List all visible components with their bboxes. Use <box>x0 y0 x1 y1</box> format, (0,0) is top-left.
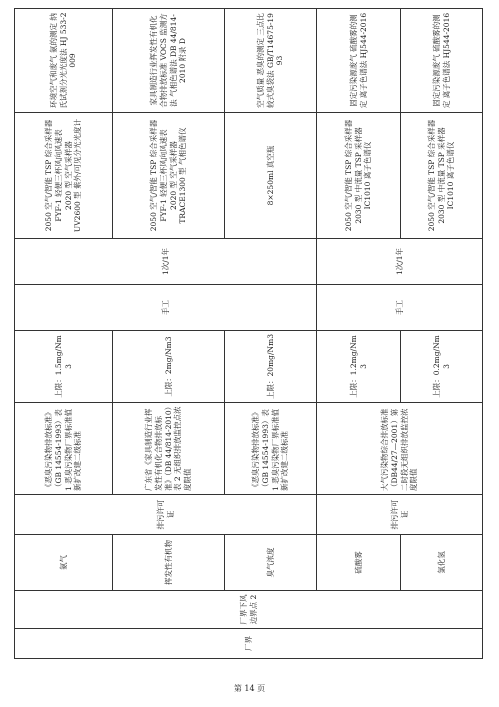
instrument-line: TRACE1300 型 气相色谱仪 <box>178 127 188 224</box>
instrument-line: 2050 空气/智能 TSP 综合采样器 <box>44 119 53 232</box>
standard-cell: 《恶臭污染物排放标准》（GB 14554-1993）表 1 恶臭污染物厂界标准值新扩改建二级标准 <box>15 403 113 495</box>
limit-cell: 上限：1.2mg/Nm3 <box>317 331 401 403</box>
mode-cell: 手工 <box>15 285 317 331</box>
standard-cell: 《恶臭污染物排放标准》（GB 14554-1993）表 1 恶臭污染物厂界标准值新扩改建二级标准 <box>225 403 317 495</box>
instrument-cell: 8×250ml 真空瓶 <box>225 113 317 239</box>
method-cell: 环境空气和废气 氨的测定 纳氏试剂分光光度法 HJ 533-2009 <box>15 9 113 113</box>
point-cell: 厂界下风边界点 2 <box>15 591 483 629</box>
permit-cell: 排污许可证 <box>15 495 317 535</box>
method-cell: 家具制造行业挥发性有机化合物排放标准 VOCS 监测方法 气相色谱法 DB 44/814-2010 附录 D <box>113 9 225 113</box>
instrument-line: 2050 空气/智能 TSP 综合采样器 <box>343 119 353 232</box>
instrument-line: 2030 型 中流量 TSP 采样器 <box>436 127 446 224</box>
page-number: 第 14 页 <box>233 684 266 693</box>
pollutant-cell: 氯化氢 <box>401 535 483 591</box>
permit-cell: 排污许可证 <box>317 495 483 535</box>
method-cell: 空气质量 恶臭的测定 三点比较式臭袋法 GB/T14675-1993 <box>225 9 317 113</box>
instrument-cell <box>317 113 401 239</box>
site-cell: 厂界 <box>15 629 483 659</box>
limit-cell: 上限：0.2mg/Nm3 <box>401 331 483 403</box>
instrument-line: IC1010 离子色谱仪 <box>363 141 373 210</box>
instrument-cell <box>401 113 483 239</box>
instrument-line: 2020 型 空气采样器 <box>168 141 178 210</box>
method-cell: 固定污染源废气 硫酸雾的测定 离子色谱法 HJ544-2016 <box>401 9 483 113</box>
pollutant-cell: 硫酸雾 <box>317 535 401 591</box>
instrument-line: 2050 空气/智能 TSP 综合采样器 <box>426 119 436 232</box>
standard-cell: 大气污染物综合排放标准（DB44/27—2001）第二时段无组织排放监控浓度限值 <box>317 403 483 495</box>
limit-cell: 上限：1.5mg/Nm3 <box>15 331 113 403</box>
instrument-line: 2030 型 中流量 TSP 采样器 <box>353 127 363 224</box>
pollutant-cell: 挥发性有机物 <box>113 535 225 591</box>
freq-cell: 1次/1年 <box>317 239 483 285</box>
table-row <box>225 9 317 659</box>
instrument-cell <box>15 113 113 239</box>
table-row <box>401 9 483 659</box>
method-cell: 固定污染源废气 硫酸雾的测定 离子色谱法 HJ544-2016 <box>317 9 401 113</box>
instrument-line: FYF-1 轻便三杯风向风速表 <box>53 129 63 222</box>
instrument-line: 2020 型 空气采样器 <box>63 141 73 210</box>
rotated-page <box>14 9 482 659</box>
instrument-line: UV2600 型 紫外/可见分光光度计 <box>73 118 83 233</box>
instrument-cell <box>113 113 225 239</box>
limit-cell: 上限：2mg/Nm3 <box>113 331 225 403</box>
limit-cell: 上限：20mg/Nm3 <box>225 331 317 403</box>
table-row <box>113 9 225 659</box>
table-row <box>15 9 113 659</box>
instrument-line: 2050 空气/智能 TSP 综合采样器 <box>149 119 158 232</box>
instrument-line: IC1010 离子色谱仪 <box>446 141 456 210</box>
instrument-line: FYF-1 轻便三杯风向风速表 <box>158 129 168 222</box>
monitoring-table <box>14 8 483 659</box>
pollutant-cell: 臭气浓度 <box>225 535 317 591</box>
mode-cell: 手工 <box>317 285 483 331</box>
standard-cell: 广东省《家具制造行业挥发性有机化合物排放标准》（DB 44/814-2010）表 2 无组织排放监控点浓度限值 <box>113 403 225 495</box>
freq-cell: 1次/1年 <box>15 239 317 285</box>
table-row <box>317 9 401 659</box>
pollutant-cell: 氨气 <box>15 535 113 591</box>
